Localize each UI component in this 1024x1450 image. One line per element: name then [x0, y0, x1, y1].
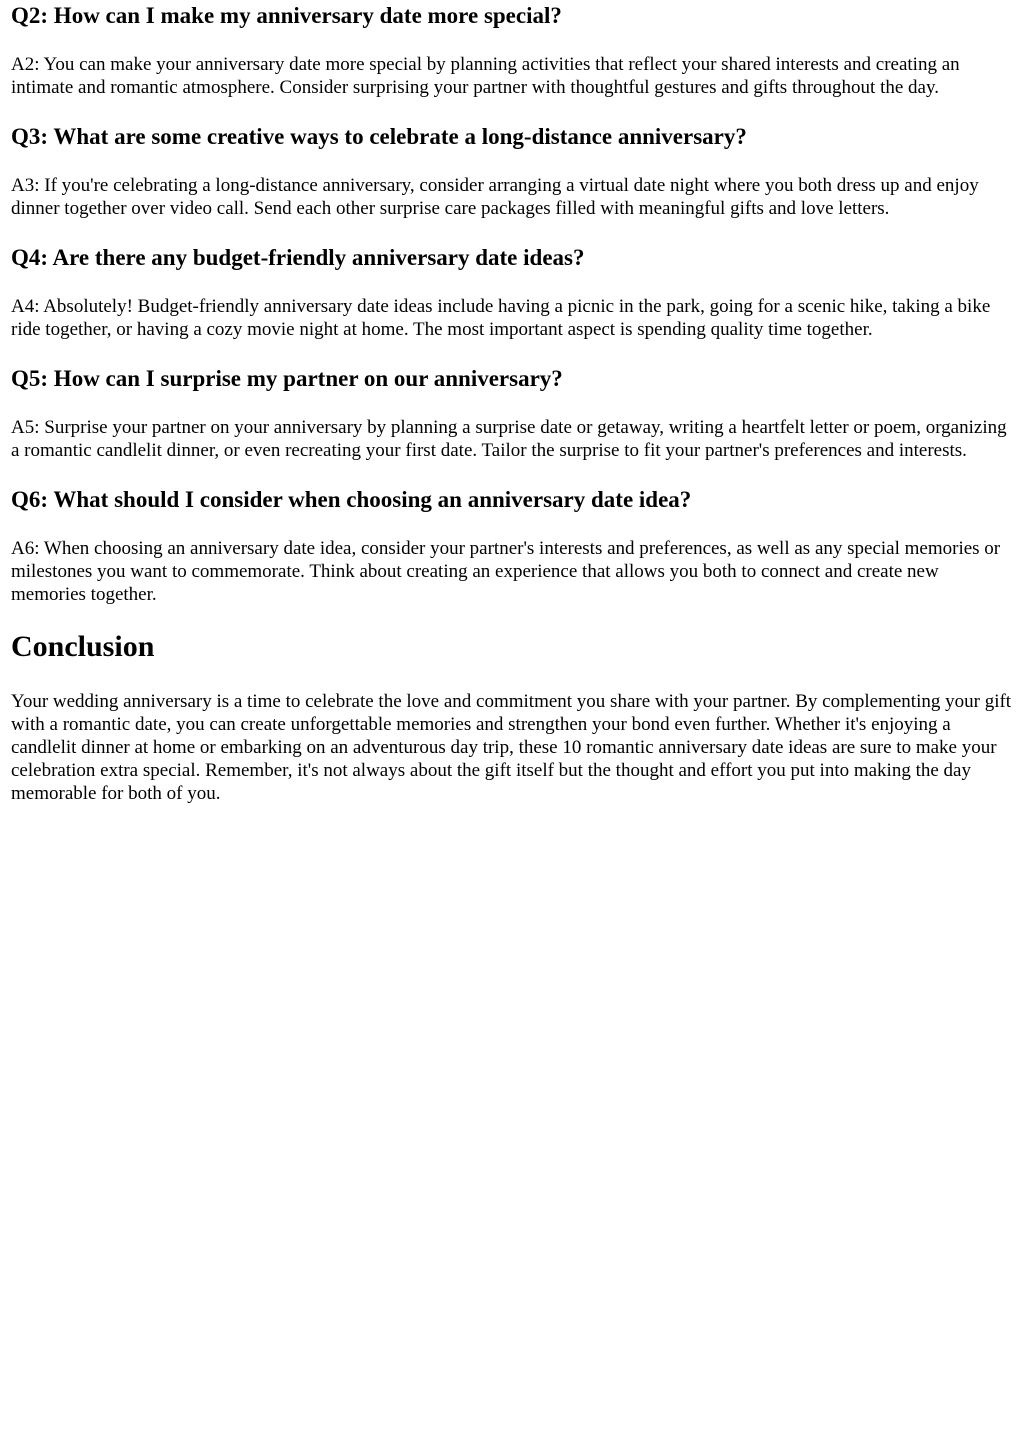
faq-question-3: Q3: What are some creative ways to celebrate a long-distance anniversary? [11, 124, 747, 149]
faq-answer-2: A2: You can make your anniversary date more special by planning activities that reflect your shared interests and creating an intimate and romantic atmosphere. Consider surprising your partner with thoughtful gestures and gifts throughout the day. [11, 54, 960, 98]
faq-answer-4: A4: Absolutely! Budget-friendly anniversary date ideas include having a picnic in the park, going for a scenic hike, taking a bike ride together, or having a cozy movie night at home. The most important aspect is spending quality time together. [11, 296, 991, 340]
conclusion-text: Your wedding anniversary is a time to celebrate the love and commitment you share with your partner. By complementing your gift with a romantic date, you can create unforgettable memories and strengthen your bond even further. Whether it's enjoying a candlelit dinner at home or embarking on an adventurous day trip, these 10 romantic anniversary date ideas are sure to make your celebration extra special. Remember, it's not always about the gift itself but the thought and effort you put into making the day memorable for both of you. [11, 691, 1012, 804]
faq-question-5: Q5: How can I surprise my partner on our anniversary? [11, 366, 563, 391]
faq-answer-3: A3: If you're celebrating a long-distance anniversary, consider arranging a virtual date night where you both dress up and enjoy dinner together over video call. Send each other surprise care packages filled with meaningful gifts and love letters. [11, 175, 979, 219]
faq-question-4: Q4: Are there any budget-friendly anniversary date ideas? [11, 245, 585, 270]
faq-question-6: Q6: What should I consider when choosing an anniversary date idea? [11, 487, 692, 512]
faq-answer-6: A6: When choosing an anniversary date idea, consider your partner's interests and preferences, as well as any special memories or milestones you want to commemorate. Think about creating an experience that allows you both to connect and create new memories together. [11, 538, 1001, 605]
faq-answer-5: A5: Surprise your partner on your anniversary by planning a surprise date or getaway, writing a heartfelt letter or poem, organizing a romantic candlelit dinner, or even recreating your first date. Tailor the surprise to fit your partner's preferences and interests. [11, 417, 1007, 461]
faq-question-2: Q2: How can I make my anniversary date more special? [11, 3, 562, 28]
conclusion-heading: Conclusion [11, 630, 155, 663]
article-content [0, 2, 1024, 805]
